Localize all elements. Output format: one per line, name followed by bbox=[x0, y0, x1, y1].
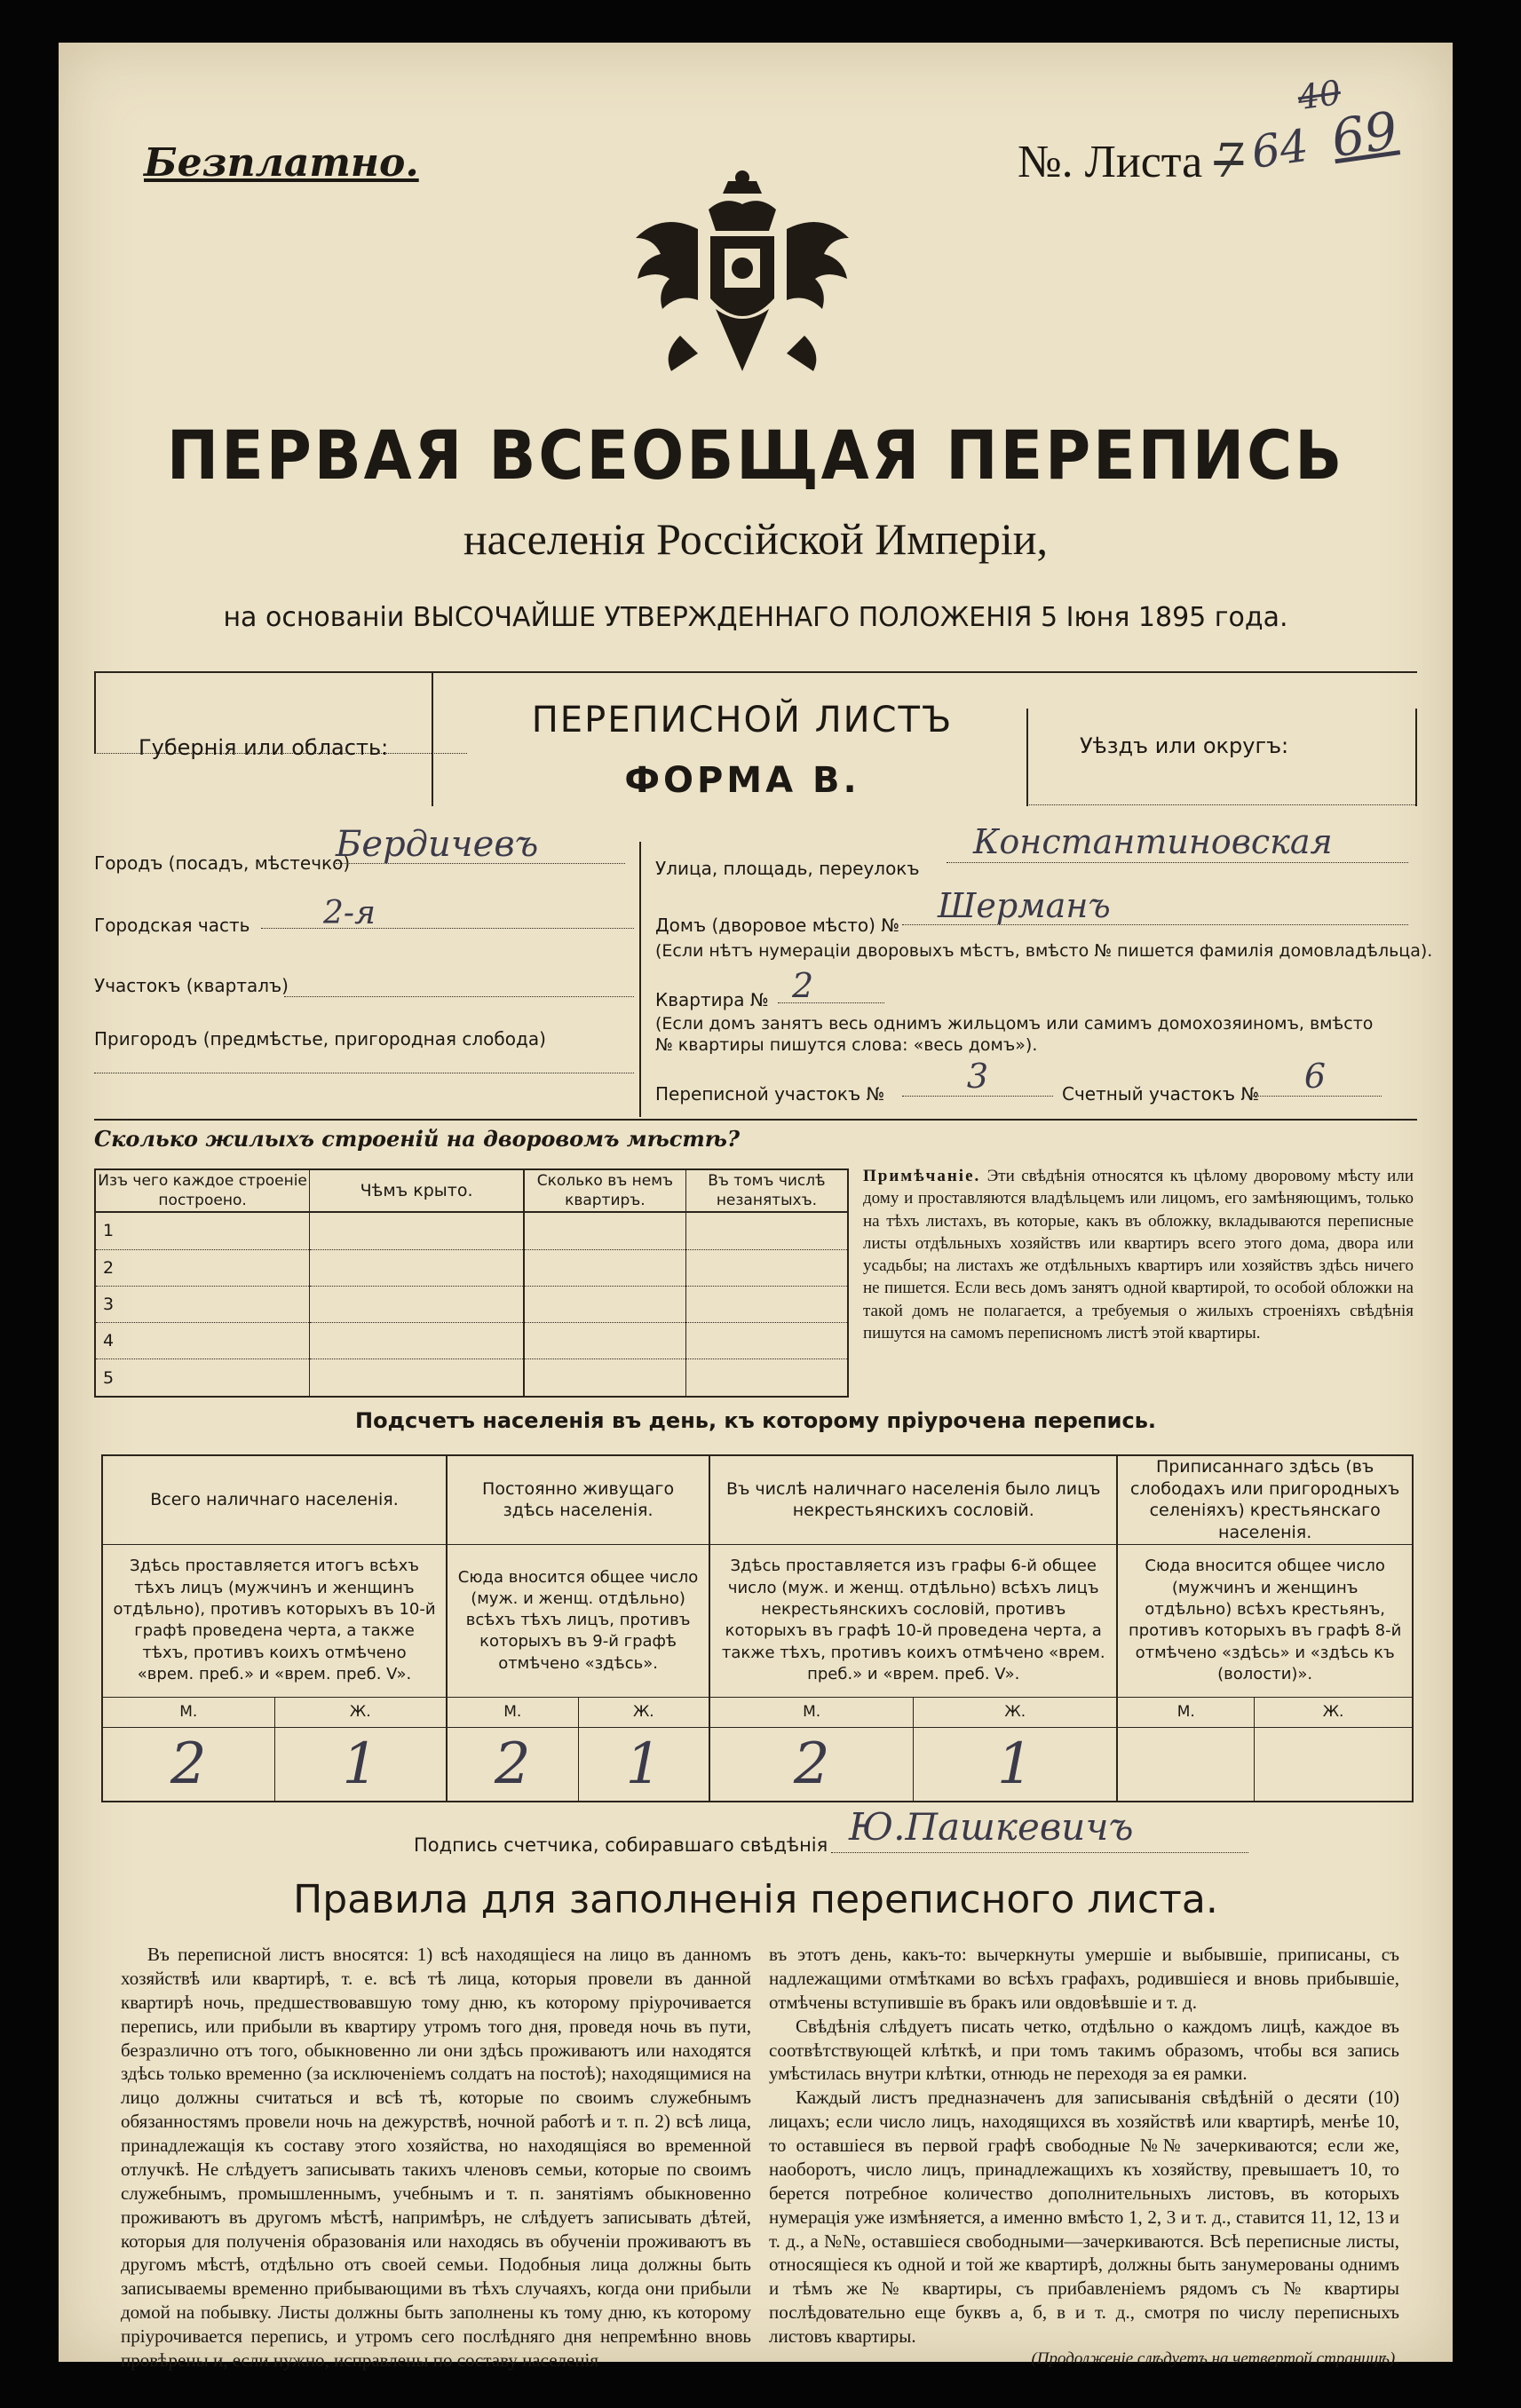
buildings-col-apartments: Сколько въ немъ квартиръ. bbox=[524, 1169, 685, 1212]
population-count-table bbox=[101, 1454, 1414, 1802]
rules-continued-note: (Продолженіе слѣдуетъ на четвертой страницѣ). bbox=[1031, 2349, 1399, 2368]
buildings-row-number: 3 bbox=[95, 1286, 310, 1322]
suburb-label: Пригородъ (предмѣстье, пригородная слобода) bbox=[94, 1028, 546, 1050]
buildings-question: Сколько жилыхъ строеній на дворовомъ мѣстѣ? bbox=[94, 1126, 741, 1152]
city-part-field[interactable]: 2-я bbox=[261, 895, 634, 929]
apartment-note-2: № квартиры пишутся слова: «весь домъ»). bbox=[655, 1035, 1038, 1055]
corner-mark-1: 40 bbox=[1295, 72, 1343, 118]
buildings-cell[interactable] bbox=[685, 1249, 848, 1286]
count-desc-non-peasant: Здѣсь проставляется изъ графы 6-й общее число (муж. и женщ. отдѣльно) всѣхъ лицъ некрестьянскихъ сословій, противъ которыхъ въ графѣ 10-й проведена черта, а также тѣхъ, противъ коихъ отмѣчено «врем. преб.» и «врем. преб. V». bbox=[709, 1544, 1117, 1697]
apartment-note-1: (Если домъ занятъ весь однимъ жильцомъ или самимъ домохозяиномъ, вмѣсто bbox=[655, 1014, 1374, 1034]
male-label: М. bbox=[709, 1697, 914, 1727]
buildings-row-number: 4 bbox=[95, 1323, 310, 1359]
divider bbox=[1026, 709, 1028, 806]
count-non-peasant-female[interactable]: 1 bbox=[914, 1727, 1118, 1802]
street-label: Улица, площадь, переулокъ bbox=[655, 858, 920, 879]
buildings-cell[interactable] bbox=[685, 1359, 848, 1397]
buildings-cell[interactable] bbox=[310, 1359, 524, 1397]
signature-field[interactable]: Ю.Пашкевичъ bbox=[831, 1805, 1248, 1853]
divider bbox=[639, 842, 641, 1117]
census-sheet bbox=[59, 43, 1453, 2371]
count-col-non-peasant: Въ числѣ наличнаго населенія было лицъ некрестьянскихъ сословій. bbox=[709, 1455, 1117, 1544]
buildings-col-vacant: Въ томъ числѣ незанятыхъ. bbox=[708, 1172, 826, 1210]
page-subtitle: населенія Россійской Имперіи, bbox=[463, 514, 1049, 564]
rules-paragraph: въ этотъ день, какъ-то: вычеркнуты умершіе и выбывшіе, приписаны, съ надлежащими отмѣтками во всѣхъ графахъ, родившіеся и вновь прибывшіе, отмѣчены вступившіе въ бракъ или овдовѣвшіе и т. д. bbox=[769, 1944, 1399, 2013]
street-field[interactable]: Константиновская bbox=[947, 822, 1408, 863]
count-col-peasant: Приписаннаго здѣсь (въ слободахъ или пригородныхъ селеніяхъ) крестьянскаго населенія. bbox=[1130, 1457, 1400, 1543]
rules-right-column bbox=[769, 1943, 1399, 2370]
buildings-cell[interactable] bbox=[685, 1286, 848, 1322]
house-label: Домъ (дворовое мѣсто) № bbox=[655, 915, 900, 936]
count-area-label: Счетный участокъ № bbox=[1062, 1083, 1260, 1105]
legal-basis: на основаніи ВЫСОЧАЙШЕ УТВЕРЖДЕННАГО ПОЛОЖЕНІЯ 5 Іюня 1895 года. bbox=[223, 602, 1288, 633]
uezd-label: Уѣздъ или округъ: bbox=[1080, 733, 1289, 758]
suburb-field[interactable] bbox=[94, 1064, 634, 1073]
city-field[interactable]: Бердичевъ bbox=[336, 824, 625, 864]
count-present-male[interactable]: 2 bbox=[102, 1727, 274, 1802]
buildings-col-roof: Чѣмъ крыто. bbox=[310, 1169, 524, 1212]
buildings-cell[interactable] bbox=[685, 1323, 848, 1359]
divider bbox=[94, 1119, 1417, 1121]
corner-marks bbox=[1243, 68, 1401, 178]
count-non-peasant-male[interactable]: 2 bbox=[709, 1727, 914, 1802]
city-label: Городъ (посадъ, мѣстечко) bbox=[94, 852, 351, 874]
count-peasant-male[interactable] bbox=[1117, 1727, 1254, 1802]
count-col-permanent: Постоянно живущаго здѣсь населенія. bbox=[447, 1455, 709, 1544]
count-col-present: Всего наличнаго населенія. bbox=[102, 1455, 447, 1544]
count-desc-present: Здѣсь проставляется итогъ всѣхъ тѣхъ лицъ (мужчинъ и женщинъ отдѣльно), противъ которыхъ въ 10-й графѣ проведена черта, а также тѣхъ, противъ коихъ отмѣчено «врем. преб.» и «врем. преб. V». bbox=[102, 1544, 447, 1697]
rules-title: Правила для заполненія переписного листа. bbox=[293, 1877, 1218, 1922]
sheet-number bbox=[1018, 135, 1243, 188]
female-label: Ж. bbox=[914, 1697, 1118, 1727]
apartment-label: Квартира № bbox=[655, 989, 769, 1010]
count-permanent-male[interactable]: 2 bbox=[447, 1727, 578, 1802]
buildings-cell[interactable] bbox=[310, 1286, 524, 1322]
house-field[interactable]: Шерманъ bbox=[902, 886, 1408, 925]
buildings-note bbox=[863, 1165, 1414, 1344]
buildings-row-number: 5 bbox=[95, 1359, 310, 1397]
buildings-cell[interactable] bbox=[524, 1212, 685, 1249]
buildings-cell[interactable] bbox=[524, 1323, 685, 1359]
count-permanent-female[interactable]: 1 bbox=[578, 1727, 709, 1802]
divider bbox=[1415, 709, 1417, 806]
signature-label: Подпись счетчика, собиравшаго свѣдѣнія bbox=[414, 1834, 828, 1856]
count-area-field[interactable]: 6 bbox=[1248, 1057, 1382, 1097]
house-note: (Если нѣтъ нумераціи дворовыхъ мѣстъ, вмѣсто № пишется фамилія домовладѣльца). bbox=[655, 941, 1433, 961]
page-title: ПЕРВАЯ ВСЕОБЩАЯ ПЕРЕПИСЬ bbox=[166, 416, 1345, 495]
buildings-cell[interactable] bbox=[524, 1249, 685, 1286]
form-title: ПЕРЕПИСНОЙ ЛИСТЪ bbox=[531, 700, 954, 741]
buildings-table bbox=[94, 1168, 849, 1398]
guberniya-label: Губернія или область: bbox=[139, 735, 389, 760]
buildings-col-material: Изъ чего каждое строеніе построено. bbox=[95, 1169, 310, 1212]
buildings-cell[interactable] bbox=[310, 1249, 524, 1286]
divider bbox=[94, 673, 96, 753]
district-field[interactable] bbox=[284, 975, 634, 997]
buildings-row-number: 1 bbox=[95, 1212, 310, 1249]
female-label: Ж. bbox=[274, 1697, 447, 1727]
female-label: Ж. bbox=[1322, 1703, 1344, 1722]
corner-mark-2: 64 bbox=[1248, 119, 1311, 178]
buildings-cell[interactable] bbox=[685, 1212, 848, 1249]
buildings-cell[interactable] bbox=[310, 1323, 524, 1359]
buildings-cell[interactable] bbox=[524, 1286, 685, 1322]
female-label: Ж. bbox=[578, 1697, 709, 1727]
rules-paragraph: Свѣдѣнія слѣдуетъ писать четко, отдѣльно о каждомъ лицѣ, каждое въ соотвѣтствующей клѣткѣ, и при томъ такимъ образомъ, чтобы вся запись умѣстилась внутри клѣтки, отнюдь не переходя за ея рамки. bbox=[769, 2015, 1399, 2085]
count-peasant-female[interactable] bbox=[1255, 1727, 1413, 1802]
buildings-cell[interactable] bbox=[524, 1359, 685, 1397]
corner-mark-3: 69 bbox=[1327, 99, 1401, 170]
sheet-number-value: 7 bbox=[1214, 135, 1244, 188]
district-label: Участокъ (кварталъ) bbox=[94, 975, 289, 996]
note-text: Эти свѣдѣнія относятся къ цѣлому дворовому мѣсту или дому и проставляются владѣльцемъ или лицомъ, его замѣняющимъ, только на тѣхъ листахъ, въ которые, какъ въ обложку, вкладываются переписные листы отдѣльныхъ хозяйствъ или квартиръ всего этого дома, двора или усадьбы; на листахъ же отдѣльныхъ квартиръ или хозяйствъ здѣсь ничего не пишется. Если весь домъ занятъ одной квартирой, то особой обложки на такой домъ не полагается, а требуемыя о жилыхъ строеніяхъ свѣдѣнія пишутся на самомъ переписномъ листѣ этой квартиры. bbox=[863, 1167, 1414, 1343]
divider bbox=[94, 671, 1417, 673]
divider bbox=[1026, 804, 1417, 805]
buildings-row-number: 2 bbox=[95, 1249, 310, 1286]
male-label: М. bbox=[1117, 1697, 1254, 1727]
sheet-number-label: №. Листа bbox=[1018, 137, 1203, 187]
rules-paragraph: Каждый листъ предназначенъ для записыванія свѣдѣній о десяти (10) лицахъ; если число лицъ, находящихся въ хозяйствѣ или квартирѣ, менѣе 10, то оставшіеся въ первой графѣ свободные №№ зачеркиваются; если же, наоборотъ, число лицъ, принадлежащихъ къ хозяйству, превышаетъ 10, то берется потребное количество дополнительныхъ листовъ, въ которыхъ нумерація уже измѣняется, а именно вмѣсто 1, 2, 3 и т. д., ставится 11, 12, 13 и т. д., а №№, оставшіеся свободными—зачеркиваются. Всѣ переписные листы, относящіеся къ одной и той же квартирѣ, должны быть занумерованы однимъ и тѣмъ же № квартиры, съ прибавленіемъ рядомъ съ № квартиры послѣдовательно еще буквъ а, б, в и т. д., смотря по числу переписныхъ листовъ квартиры. bbox=[769, 2087, 1399, 2347]
male-label: М. bbox=[102, 1697, 274, 1727]
rules-left-column: Въ переписной листъ вносятся: 1) всѣ находящіеся на лицо въ данномъ хозяйствѣ или квартирѣ, т. е. всѣ тѣ лица, которыя провели въ данной квартирѣ ночь, предшествовавшую тому дню, къ которому пріурочивается перепись, или прибыли въ квартиру утромъ того дня, проведя ночь въ пути, безразлично отъ того, обыкновенно ли они здѣсь проживаютъ или находятся здѣсь только временно (за исключеніемъ солдатъ на постоѣ); находящимися на лицо должны считаться и всѣ тѣ, которые по своимъ служебнымъ обязанностямъ провели ночь на дежурствѣ, ночной работѣ и т. п. 2) всѣ лица, принадлежащія къ составу этого хозяйства, но находящіяся во временной отлучкѣ. Не слѣдуетъ записывать такихъ членовъ семьи, которые по своимъ служебнымъ, промышленнымъ, учебнымъ и т. п. занятіямъ обыкновенно проживаютъ въ другомъ мѣстѣ, напримѣръ, не слѣдуетъ записывать дѣтей, которыя для полученія образованія или находясь въ обученіи проживаютъ въ другомъ мѣстѣ, отдѣльно отъ своей семьи. Подобныя лица должны быть записываемы временно прибывающими въ тѣхъ случаяхъ, когда они прибыли домой на побывку. Листы должны быть заполнены къ тому дню, къ которому пріурочивается перепись, и утромъ сего послѣдняго дня непремѣнно вновь провѣрены и, если нужно, исправлены по составу населенія bbox=[121, 1944, 751, 2371]
buildings-cell[interactable] bbox=[310, 1212, 524, 1249]
city-part-label: Городская часть bbox=[94, 915, 250, 936]
form-subtitle: ФОРМА В. bbox=[624, 760, 860, 801]
count-desc-permanent: Сюда вносится общее число (муж. и женщ. отдѣльно) всѣхъ тѣхъ лицъ, противъ которыхъ въ 9-й графѣ отмѣчено «здѣсь». bbox=[447, 1544, 709, 1697]
note-lead: Примѣчаніе. bbox=[863, 1167, 981, 1185]
census-area-field[interactable]: 3 bbox=[902, 1057, 1053, 1097]
count-title: Подсчетъ населенія въ день, къ которому пріурочена перепись. bbox=[355, 1408, 1156, 1433]
count-present-female[interactable]: 1 bbox=[274, 1727, 447, 1802]
count-desc-peasant: Сюда вносится общее число (мужчинъ и женщинъ отдѣльно) всѣхъ крестьянъ, противъ которыхъ въ графѣ 8-й отмѣчено «здѣсь» и «здѣсь къ (волости)». bbox=[1128, 1556, 1402, 1683]
male-label: М. bbox=[447, 1697, 578, 1727]
free-label: Безплатно. bbox=[144, 140, 419, 186]
imperial-eagle-icon bbox=[627, 167, 858, 389]
apartment-field[interactable]: 2 bbox=[778, 966, 884, 1003]
census-area-label: Переписной участокъ № bbox=[655, 1083, 885, 1105]
